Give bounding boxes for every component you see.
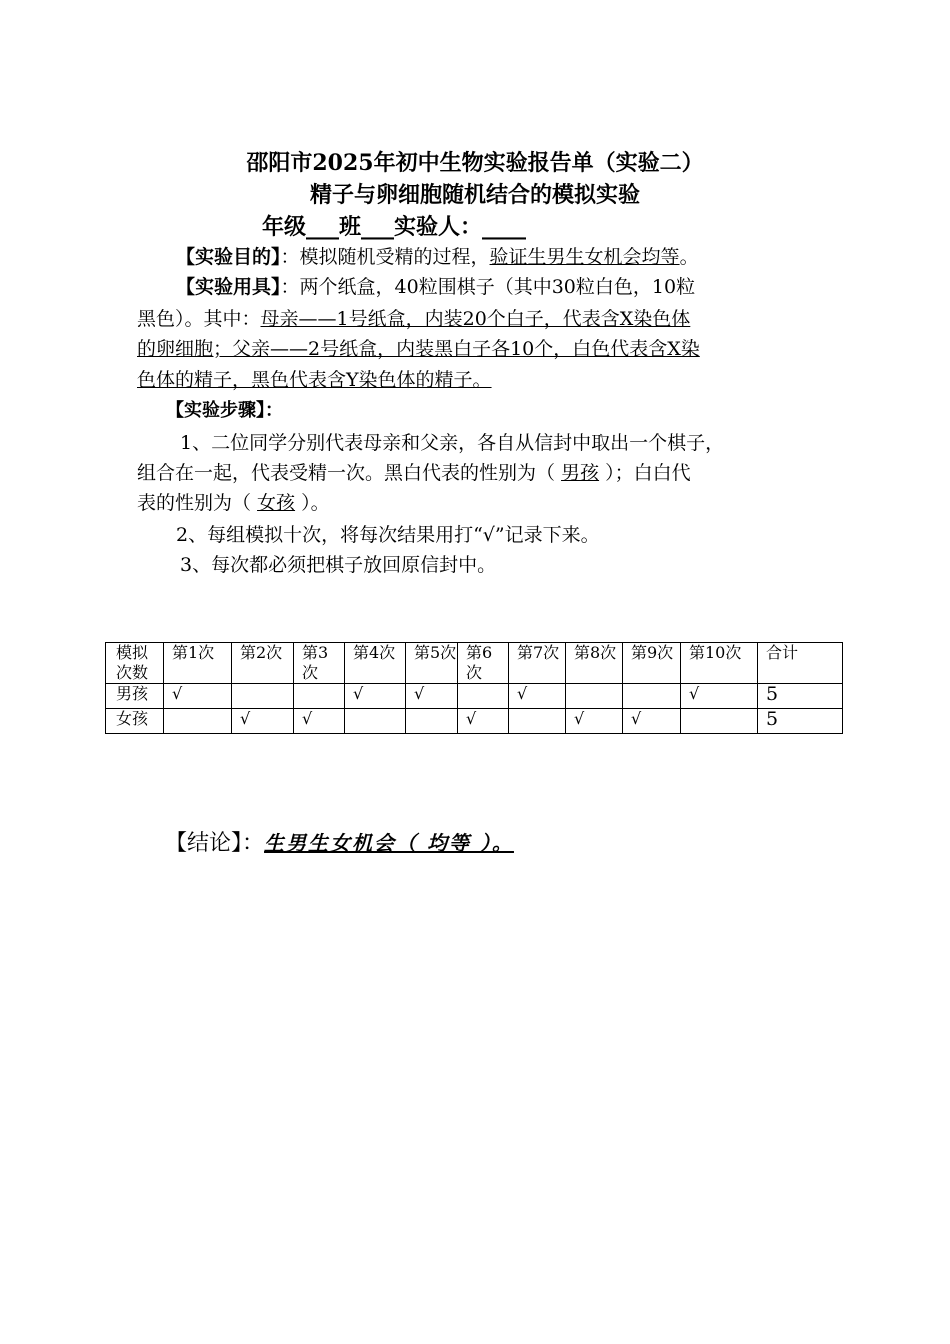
student-info-line: 年级___班___实验人：____ bbox=[262, 214, 527, 240]
table-header-row bbox=[106, 643, 843, 684]
step-1-line-2: 组合在一起，代表受精一次。黑白代表的性别为（ 男孩 ）；白白代 bbox=[137, 462, 691, 484]
table-cell: √ bbox=[406, 684, 458, 709]
conclusion-label: 【结论】 bbox=[165, 831, 243, 856]
conclusion-answer: 生男生女机会（ 均等 ）。 bbox=[264, 831, 514, 855]
header-cell: 第8次 bbox=[566, 643, 623, 684]
table-cell bbox=[406, 709, 458, 734]
table-cell bbox=[345, 709, 406, 734]
table-cell bbox=[294, 684, 345, 709]
table-cell: √ bbox=[509, 684, 566, 709]
table-cell bbox=[623, 684, 681, 709]
answer-boy: 男孩 bbox=[561, 462, 600, 484]
header-cell: 第7次 bbox=[509, 643, 566, 684]
header-cell: 合计 bbox=[758, 643, 843, 684]
table-cell: √ bbox=[458, 709, 509, 734]
purpose-label: 【实验目的】 bbox=[176, 246, 281, 268]
header-cell: 第9次 bbox=[623, 643, 681, 684]
tools-line-4: 色体的精子，黑色代表含Y染色体的精子。 bbox=[137, 369, 492, 391]
purpose-text: 模拟随机受精的过程， bbox=[299, 246, 490, 268]
report-title: 邵阳市2025年初中生物实验报告单（实验二） bbox=[246, 150, 704, 176]
table-cell: √ bbox=[232, 709, 294, 734]
steps-label: 【实验步骤】： bbox=[166, 400, 283, 421]
table-row-boy bbox=[106, 684, 843, 709]
tools-line-3: 的卵细胞；父亲——2号纸盒，内装黑白子各10个，白色代表含X染 bbox=[137, 338, 700, 360]
answer-girl: 女孩 bbox=[257, 492, 296, 514]
header-cell: 第6次 bbox=[458, 643, 509, 684]
table-cell: √ bbox=[345, 684, 406, 709]
header-cell: 第1次 bbox=[164, 643, 232, 684]
header-cell: 第5次 bbox=[406, 643, 458, 684]
total-cell: 5 bbox=[758, 709, 843, 734]
conclusion: 【结论】：生男生女机会（ 均等 ）。 bbox=[165, 831, 514, 856]
header-cell: 第3次 bbox=[294, 643, 345, 684]
table-cell bbox=[458, 684, 509, 709]
step-2: 2、每组模拟十次，将每次结果用打“√”记录下来。 bbox=[176, 524, 600, 546]
step-1-line-1: 1、二位同学分别代表母亲和父亲，各自从信封中取出一个棋子， bbox=[180, 432, 725, 454]
step-1-line-3: 表的性别为（ 女孩 ）。 bbox=[137, 492, 330, 514]
total-cell: 5 bbox=[758, 684, 843, 709]
header-cell: 第4次 bbox=[345, 643, 406, 684]
header-cell: 第2次 bbox=[232, 643, 294, 684]
purpose-paragraph: 【实验目的】：模拟随机受精的过程，验证生男生女机会均等。 bbox=[176, 246, 699, 268]
row-label: 男孩 bbox=[106, 684, 164, 709]
tools-line-2: 黑色）。其中：母亲——1号纸盒，内装20个白子，代表含X染色体 bbox=[137, 308, 691, 330]
table-cell: √ bbox=[294, 709, 345, 734]
row-label: 女孩 bbox=[106, 709, 164, 734]
tools-line-1: 【实验用具】：两个纸盒，40粒围棋子（其中30粒白色，10粒 bbox=[176, 276, 696, 298]
table-cell: √ bbox=[566, 709, 623, 734]
header-cell: 第10次 bbox=[681, 643, 758, 684]
table-row-girl bbox=[106, 709, 843, 734]
table-cell bbox=[232, 684, 294, 709]
table-cell bbox=[566, 684, 623, 709]
table-cell: √ bbox=[164, 684, 232, 709]
experiment-title: 精子与卵细胞随机结合的模拟实验 bbox=[309, 182, 640, 208]
purpose-goal: 验证生男生女机会均等 bbox=[489, 246, 680, 268]
record-table bbox=[105, 642, 843, 734]
header-cell: 模拟次数 bbox=[106, 643, 164, 684]
table-cell: √ bbox=[623, 709, 681, 734]
table-cell: √ bbox=[681, 684, 758, 709]
table-cell bbox=[164, 709, 232, 734]
table-cell bbox=[681, 709, 758, 734]
tools-label: 【实验用具】 bbox=[176, 276, 281, 298]
step-3: 3、每次都必须把棋子放回原信封中。 bbox=[180, 554, 497, 576]
table-cell bbox=[509, 709, 566, 734]
